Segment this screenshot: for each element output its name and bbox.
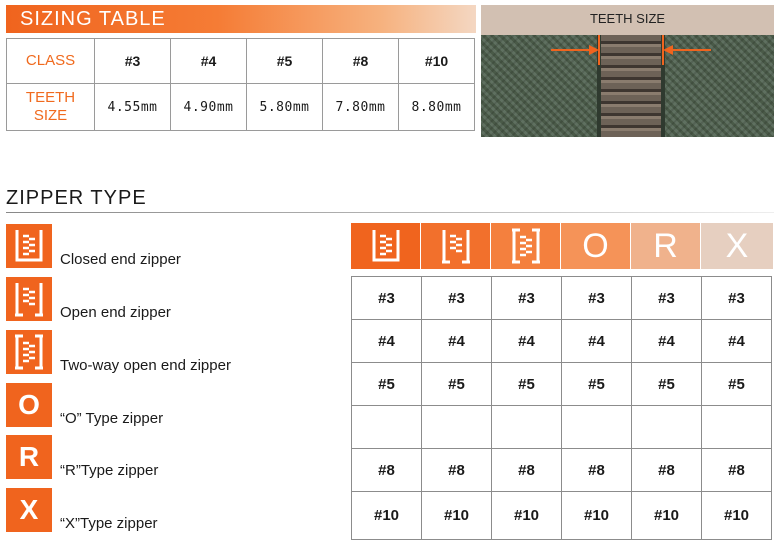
teeth-size-label-line2: SIZE — [33, 107, 68, 124]
grid-cell: #5 — [352, 363, 422, 406]
measure-arrows-icon — [481, 5, 774, 137]
open-end-zipper-icon — [6, 277, 52, 321]
class-cell: #5 — [247, 39, 323, 84]
grid-cell: #3 — [352, 277, 422, 320]
o-type-icon: O — [6, 383, 52, 427]
teeth-size-cell: 4.55mm — [95, 84, 171, 131]
grid-cell: #10 — [632, 492, 702, 540]
grid-cell: #5 — [702, 363, 772, 406]
legend-label: “X”Type zipper — [60, 515, 158, 532]
grid-cell — [562, 406, 632, 449]
class-row — [7, 39, 475, 84]
grid-cell: #10 — [702, 492, 772, 540]
class-cell: #8 — [323, 39, 399, 84]
legend-label: Closed end zipper — [60, 251, 181, 268]
sizing-table — [6, 38, 475, 131]
grid-cell: #10 — [352, 492, 422, 540]
grid-cell — [632, 406, 702, 449]
teeth-size-cell: 5.80mm — [247, 84, 323, 131]
open-end-zipper-icon — [421, 223, 491, 269]
teeth-size-label-line1: TEETH — [25, 89, 76, 106]
grid-cell: #10 — [422, 492, 492, 540]
legend-label: Open end zipper — [60, 304, 171, 321]
x-type-icon: X — [6, 488, 52, 532]
legend-label: Two-way open end zipper — [60, 357, 231, 374]
teeth-size-photo — [481, 5, 774, 137]
grid-cell: #4 — [632, 320, 702, 363]
table-row — [352, 320, 772, 363]
grid-cell: #4 — [422, 320, 492, 363]
grid-cell: #8 — [422, 449, 492, 492]
closed-end-zipper-icon — [6, 224, 52, 268]
class-cell: #10 — [399, 39, 475, 84]
table-row — [352, 277, 772, 320]
grid-cell: #5 — [562, 363, 632, 406]
grid-cell — [492, 406, 562, 449]
grid-cell — [352, 406, 422, 449]
grid-cell: #3 — [702, 277, 772, 320]
class-cell: #3 — [95, 39, 171, 84]
two-way-open-end-zipper-icon — [6, 330, 52, 374]
zipper-type-header — [351, 223, 773, 269]
grid-cell: #8 — [562, 449, 632, 492]
grid-cell: #5 — [492, 363, 562, 406]
o-type-icon: O — [561, 223, 631, 269]
table-row — [352, 492, 772, 540]
zipper-type-title: ZIPPER TYPE — [6, 187, 147, 209]
teeth-size-row — [7, 84, 475, 131]
grid-cell: #5 — [422, 363, 492, 406]
teeth-size-cell: 4.90mm — [171, 84, 247, 131]
legend-label: “O” Type zipper — [60, 410, 164, 427]
grid-cell: #10 — [562, 492, 632, 540]
r-type-icon: R — [6, 435, 52, 479]
grid-cell: #4 — [492, 320, 562, 363]
grid-cell: #3 — [562, 277, 632, 320]
zipper-type-grid — [351, 276, 772, 540]
sizing-table-title: SIZING TABLE — [6, 5, 476, 33]
r-type-icon: R — [631, 223, 701, 269]
grid-cell — [702, 406, 772, 449]
closed-end-zipper-icon — [351, 223, 421, 269]
class-cell: #4 — [171, 39, 247, 84]
grid-cell: #4 — [702, 320, 772, 363]
teeth-size-cell: 7.80mm — [323, 84, 399, 131]
legend-label: “R”Type zipper — [60, 462, 159, 479]
grid-cell: #10 — [492, 492, 562, 540]
grid-cell: #3 — [632, 277, 702, 320]
grid-cell: #4 — [562, 320, 632, 363]
grid-cell: #8 — [632, 449, 702, 492]
teeth-size-label — [7, 84, 95, 131]
table-row — [352, 449, 772, 492]
title-divider — [6, 212, 774, 213]
photo-caption: TEETH SIZE — [589, 11, 666, 26]
x-type-icon: X — [701, 223, 773, 269]
grid-cell: #8 — [352, 449, 422, 492]
table-row — [352, 406, 772, 449]
grid-cell: #8 — [492, 449, 562, 492]
class-label: CLASS — [7, 39, 95, 84]
table-row — [352, 363, 772, 406]
two-way-open-end-zipper-icon — [491, 223, 561, 269]
grid-cell: #3 — [492, 277, 562, 320]
grid-cell: #4 — [352, 320, 422, 363]
teeth-size-cell: 8.80mm — [399, 84, 475, 131]
grid-cell: #5 — [632, 363, 702, 406]
grid-cell — [422, 406, 492, 449]
grid-cell: #8 — [702, 449, 772, 492]
grid-cell: #3 — [422, 277, 492, 320]
